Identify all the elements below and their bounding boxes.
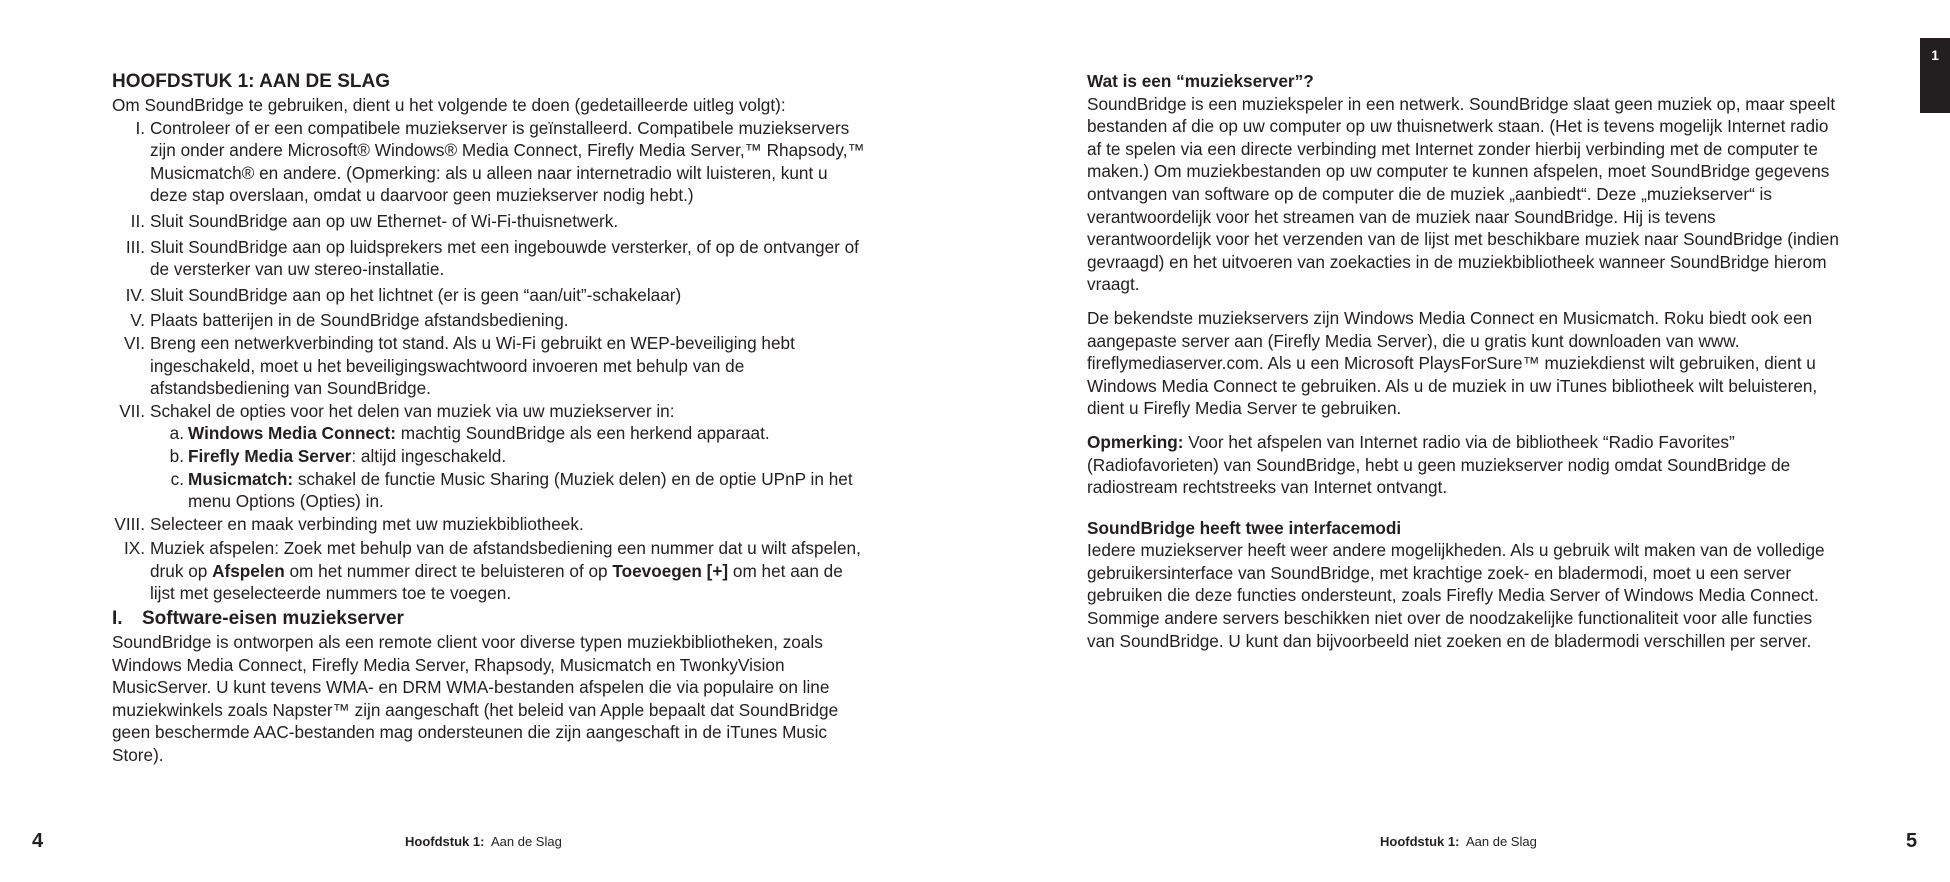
- sharing-substeps-list: [150, 422, 868, 512]
- list-item: V. Plaats batterijen in de SoundBridge afstandsbediening.: [130, 310, 569, 331]
- chapter-tab: 1: [1920, 38, 1950, 113]
- intro-text: Om SoundBridge te gebruiken, dient u het volgende te doen (gedetailleerde uitleg volgt):: [112, 95, 786, 115]
- list-item: IX. Muziek afspelen: Zoek met behulp van de afstandsbediening een nummer dat u wilt afspelen, druk op Afspelen om het nummer direct te beluisteren of op Toevoegen [+] om het aan de lijst met geselecteerde nummers toe te voegen.: [123, 538, 861, 604]
- list-item: III. Sluit SoundBridge aan op luidsprekers met een ingebouwde versterker, of op de ontvanger of de versterker van uw stereo-installatie.: [125, 236, 859, 280]
- list-item: VI. Breng een netwerkverbinding tot stand. Als u Wi-Fi gebruikt en WEP-beveiliging hebt ingeschakeld, moet u het beveiligingswachtwoord invoeren met behulp van de afstandsbediening van SoundBridge.: [123, 332, 795, 399]
- music-server-body: SoundBridge is een muziekspeler in een netwerk. SoundBridge slaat geen muziek op, maar speelt bestanden af die op uw computer op uw thuisnetwerk staan. (Het is tevens mogelijk Internet radio af te spelen via een directe verbinding met Internet zonder hierbij verbinding met de computer te maken.) Om muziekbestanden op uw computer te kunnen afspelen, moet SoundBridge gegevens ontvangen van software op de computer die de muziek „aanbiedt“. Deze „muziekserver“ is verantwoordelijk voor het streamen van de muziek naar SoundBridge. Hij is tevens verantwoordelijk voor het verzenden van de lijst met beschikbare muziek naar SoundBridge (indien gevraagd) en het uitvoeren van zoekacties in de muziekbibliotheek wanneer SoundBridge hierom vraagt.: [1087, 93, 1839, 295]
- right-page-number: 5: [1906, 830, 1918, 852]
- list-item: a. Windows Media Connect: machtig SoundBridge als een herkend apparaat.: [169, 423, 770, 444]
- left-page-number: 4: [32, 830, 44, 852]
- note-paragraph: Opmerking: Voor het afspelen van Internet radio via de bibliotheek “Radio Favorites” (Radiofavorieten) van SoundBridge, hebt u geen muziekserver nodig omdat SoundBridge de radiostream rechtstreeks van Internet ontvangt.: [1087, 431, 1791, 498]
- setup-steps-list: [112, 117, 868, 605]
- servers-body: De bekendste muziekservers zijn Windows Media Connect en Musicmatch. Roku biedt ook een aangepaste server aan (Firefly Media Server), die u gratis kunt downloaden van www. fireflymediaserver.com. Als u een Microsoft PlaysForSure™ muziekdienst wilt gebruiken, dient u Windows Media Connect te gebruiken. Als u de muziek in uw iTunes bibliotheek wilt beluisteren, dient u Firefly Media Server te gebruiken.: [1087, 307, 1818, 419]
- note-label: Opmerking:: [1087, 431, 1184, 452]
- music-server-heading: Wat is een “muziekserver”?: [1087, 71, 1314, 91]
- list-item: IV. Sluit SoundBridge aan op het lichtnet (er is geen “aan/uit”-schakelaar): [125, 284, 682, 305]
- interface-modes-body: Iedere muziekserver heeft weer andere mogelijkheden. Als u gebruik wilt maken van de volledige gebruikersinterface van SoundBridge, met krachtige zoek- en bladermodi, moet u een server gebruiken die deze functies ondersteunt, zoals Firefly Media Server of Windows Media Connect. Sommige andere servers beschikken niet over de noodzakelijke functionaliteit voor alle functies van SoundBridge. U kunt dan bijvoorbeeld niet zoeken en de bladermodi verschillen per server.: [1087, 540, 1825, 651]
- right-running-footer: Hoofdstuk 1: Aan de Slag: [1380, 834, 1537, 849]
- list-item: I. Controleer of er een compatibele muziekserver is geïnstalleerd. Compatibele muziekservers zijn onder andere Microsoft® Windows® Media Connect, Firefly Media Server,™ Rhapsody,™ Musicmatch® en andere. (Opmerking: als u alleen naar internetradio wilt luisteren, kunt u deze stap overslaan, omdat u daarvoor geen muziekserver nodig hebt.): [135, 117, 865, 206]
- left-running-footer: Hoofdstuk 1: Aan de Slag: [405, 834, 562, 849]
- list-item: II. Sluit SoundBridge aan op uw Ethernet- of Wi-Fi-thuisnetwerk.: [130, 210, 619, 231]
- list-item: VII. Schakel de opties voor het delen van muziek via uw muziekserver in: a. Windows Media Connect: machtig SoundBridge als een herkend apparaat. b. Firefly Media Server: altijd ingeschakeld. c. Musicmatch: schakel de functie Music Sharing (Muziek delen) en de optie UPnP in het menu Options (Opties) in.: [112, 400, 868, 513]
- right-page-content: [1087, 70, 1839, 652]
- chapter-title: HOOFDSTUK 1: AAN DE SLAG: [112, 71, 390, 92]
- list-item: VIII. Selecteer en maak verbinding met uw muziekbibliotheek.: [114, 513, 584, 534]
- list-item: c. Musicmatch: schakel de functie Music Sharing (Muziek delen) en de optie UPnP in het menu Options (Opties) in.: [170, 468, 853, 512]
- section-heading: I. Software-eisen muziekserver: [112, 608, 404, 630]
- interface-modes-heading: SoundBridge heeft twee interfacemodi: [1087, 517, 1402, 538]
- list-item: b. Firefly Media Server: altijd ingeschakeld.: [169, 445, 507, 466]
- left-page-content: [112, 70, 868, 767]
- section-body: SoundBridge is ontworpen als een remote client voor diverse typen muziekbibliotheken, zoals Windows Media Connect, Firefly Media Server, Rhapsody, Musicmatch en TwonkyVision MusicServer. U kunt tevens WMA- en DRM WMA-bestanden afspelen die via populaire on line muziekwinkels zoals Napster™ zijn aangeschaft (het beleid van Apple bepaalt dat SoundBridge geen beschermde AAC-bestanden mag ondersteunen die zijn aangeschaft in de iTunes Music Store).: [112, 632, 839, 766]
